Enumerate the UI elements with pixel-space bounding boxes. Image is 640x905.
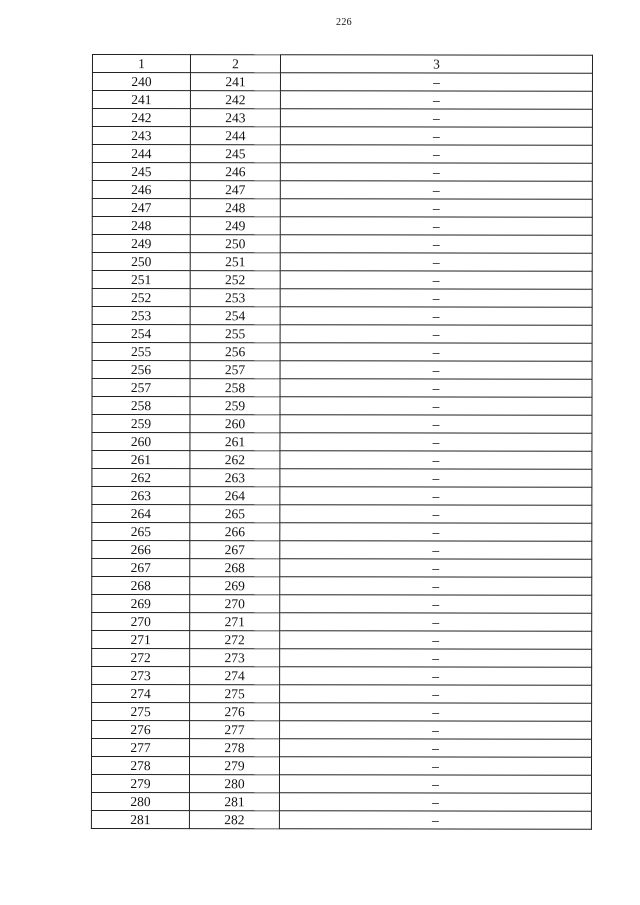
table-cell-col-1: 263 (92, 487, 190, 505)
table-cell-col-2: 272 (190, 631, 280, 649)
table-cell-col-2: 268 (190, 559, 280, 577)
table-cell-col-2: 252 (190, 271, 280, 289)
table-row (92, 271, 592, 290)
table-cell-col-2: 279 (189, 757, 279, 775)
table-cell-col-1: 253 (92, 307, 190, 325)
table-cell-col-2: 265 (190, 505, 280, 523)
table-cell-col-2: 246 (190, 163, 280, 181)
table-cell-col-3: – (280, 163, 592, 181)
table-cell-col-3: – (280, 343, 592, 361)
table-row (92, 361, 592, 380)
table-cell-col-3: – (280, 433, 592, 451)
table-row (92, 595, 592, 614)
table-row (92, 559, 592, 578)
table-cell-col-2: 271 (190, 613, 280, 631)
table-cell-col-1: 242 (92, 109, 190, 127)
table-cell-col-3: – (280, 649, 592, 667)
table-cell-col-3: – (280, 379, 592, 397)
table-cell-col-3: – (280, 469, 592, 487)
table-cell-col-1: 256 (92, 361, 190, 379)
table-cell-col-1: 248 (92, 217, 190, 235)
table-cell-col-1: 249 (92, 235, 190, 253)
table-cell-col-1: 260 (92, 433, 190, 451)
table-cell-col-1: 244 (92, 145, 190, 163)
table-header (92, 55, 592, 74)
table-cell-col-2: 250 (190, 235, 280, 253)
table-row (92, 667, 592, 686)
table-row (91, 775, 591, 794)
table-cell-col-3: – (280, 631, 592, 649)
table-cell-col-2: 258 (190, 379, 280, 397)
table-row (92, 703, 592, 722)
header-row (92, 55, 592, 74)
table-cell-col-2: 278 (190, 739, 280, 757)
table-cell-col-2: 266 (190, 523, 280, 541)
table-row (92, 307, 592, 326)
table-cell-col-3: – (280, 307, 592, 325)
table-cell-col-3: – (280, 253, 592, 271)
table-cell-col-1: 276 (92, 721, 190, 739)
table-row (92, 253, 592, 272)
table-cell-col-3: – (280, 181, 592, 199)
table-row (92, 109, 592, 128)
table-cell-col-2: 245 (190, 145, 280, 163)
table-row (92, 721, 592, 740)
table-cell-col-1: 275 (92, 703, 190, 721)
table-cell-col-1: 277 (92, 739, 190, 757)
table-cell-col-2: 244 (190, 127, 280, 145)
table-cell-col-2: 251 (190, 253, 280, 271)
table-cell-col-3: – (279, 757, 591, 775)
table-cell-col-1: 251 (92, 271, 190, 289)
table-row (92, 73, 592, 92)
table-cell-col-2: 280 (189, 775, 279, 793)
table-cell-col-1: 270 (92, 613, 190, 631)
table-cell-col-1: 281 (91, 810, 189, 828)
table-cell-col-3: – (280, 289, 592, 307)
table-cell-col-1: 262 (92, 469, 190, 487)
table-row (92, 181, 592, 200)
page-number: 226 (336, 17, 352, 28)
table-cell-col-3: – (280, 451, 592, 469)
table-row (92, 397, 592, 416)
table-cell-col-1: 273 (92, 667, 190, 685)
table-cell-col-2: 255 (190, 325, 280, 343)
table-row (92, 379, 592, 398)
table-cell-col-2: 275 (190, 685, 280, 703)
table-cell-col-2: 242 (190, 91, 280, 109)
table-cell-col-2: 257 (190, 361, 280, 379)
table-row (92, 469, 592, 488)
table-cell-col-1: 271 (92, 631, 190, 649)
table-row (92, 631, 592, 650)
table-cell-col-3: – (280, 487, 592, 505)
table-row (92, 739, 592, 758)
table-cell-col-3: – (280, 523, 592, 541)
table-row (92, 289, 592, 308)
table-row (92, 685, 592, 704)
table-cell-col-2: 273 (190, 649, 280, 667)
table-cell-col-3: – (280, 703, 592, 721)
table-cell-col-2: 254 (190, 307, 280, 325)
table-row (92, 649, 592, 668)
table-cell-col-1: 279 (91, 775, 189, 793)
table-cell-col-1: 268 (92, 577, 190, 595)
table-cell-col-3: – (280, 361, 592, 379)
table-cell-col-1: 257 (92, 379, 190, 397)
table-cell-col-2: 260 (190, 415, 280, 433)
table-row (92, 343, 592, 362)
table-cell-col-2: 249 (190, 217, 280, 235)
table-cell-col-1: 252 (92, 289, 190, 307)
table-row (92, 91, 592, 110)
table-cell-col-2: 277 (190, 721, 280, 739)
table-row (92, 433, 592, 452)
table-cell-col-2: 243 (190, 109, 280, 127)
table-cell-col-3: – (280, 685, 592, 703)
table-row (92, 217, 592, 236)
table-cell-col-2: 248 (190, 199, 280, 217)
table-cell-col-3: – (279, 811, 591, 829)
table-cell-col-3: – (280, 145, 592, 163)
table-row (91, 793, 591, 812)
table-row (92, 541, 592, 560)
table-cell-col-1: 272 (92, 649, 190, 667)
table-cell-col-2: 256 (190, 343, 280, 361)
table-cell-col-3: – (279, 793, 591, 811)
table-cell-col-1: 265 (92, 523, 190, 541)
table-cell-col-1: 250 (92, 253, 190, 271)
table-cell-col-3: – (280, 505, 592, 523)
table-cell-col-3: – (280, 577, 592, 595)
table-cell-col-3: – (280, 325, 592, 343)
table-row (92, 415, 592, 434)
table-row (92, 199, 592, 218)
table-cell-col-2: 264 (190, 487, 280, 505)
table-cell-col-3: – (280, 559, 592, 577)
table-cell-col-1: 266 (92, 541, 190, 559)
table-cell-col-1: 254 (92, 325, 190, 343)
table-cell-col-3: – (280, 397, 592, 415)
table-cell-col-2: 274 (190, 667, 280, 685)
table-cell-col-1: 241 (92, 91, 190, 109)
table-cell-col-1: 278 (91, 757, 189, 775)
table-cell-col-3: – (280, 235, 592, 253)
table-cell-col-1: 269 (92, 595, 190, 613)
table-cell-col-2: 270 (190, 595, 280, 613)
table-row (92, 577, 592, 596)
column-header-1: 1 (92, 55, 190, 73)
table-row (92, 523, 592, 542)
table-cell-col-1: 246 (92, 181, 190, 199)
table-body (91, 73, 592, 830)
table-row (92, 145, 592, 164)
data-table (91, 54, 593, 830)
table-row (92, 163, 592, 182)
table-cell-col-2: 259 (190, 397, 280, 415)
table-cell-col-3: – (280, 271, 592, 289)
table-cell-col-3: – (280, 109, 592, 127)
table-cell-col-3: – (280, 199, 592, 217)
table-cell-col-1: 245 (92, 163, 190, 181)
table-cell-col-2: 269 (190, 577, 280, 595)
table-row (92, 325, 592, 344)
table-cell-col-3: – (280, 595, 592, 613)
table-cell-col-2: 253 (190, 289, 280, 307)
table-cell-col-2: 281 (189, 793, 279, 811)
table-cell-col-1: 274 (92, 685, 190, 703)
table-row (92, 235, 592, 254)
table-cell-col-3: – (280, 73, 592, 91)
table-cell-col-3: – (280, 667, 592, 685)
column-header-3: 3 (280, 55, 592, 73)
table-cell-col-1: 243 (92, 127, 190, 145)
table-cell-col-3: – (280, 739, 592, 757)
table-cell-col-3: – (280, 415, 592, 433)
table-cell-col-3: – (280, 541, 592, 559)
table-cell-col-1: 280 (91, 793, 189, 811)
table-cell-col-1: 247 (92, 199, 190, 217)
table-cell-col-1: 255 (92, 343, 190, 361)
table-cell-col-2: 261 (190, 433, 280, 451)
table-cell-col-1: 259 (92, 415, 190, 433)
table-cell-col-2: 247 (190, 181, 280, 199)
table-row (92, 487, 592, 506)
table-cell-col-2: 262 (190, 451, 280, 469)
table-cell-col-2: 241 (190, 73, 280, 91)
table-row (92, 505, 592, 524)
table-cell-col-2: 263 (190, 469, 280, 487)
table-row (91, 757, 591, 776)
table-cell-col-1: 261 (92, 451, 190, 469)
table-cell-col-2: 267 (190, 541, 280, 559)
table-cell-col-3: – (280, 217, 592, 235)
table-cell-col-2: 282 (189, 811, 279, 829)
table-cell-col-1: 258 (92, 397, 190, 415)
table-cell-col-3: – (280, 613, 592, 631)
table-cell-col-3: – (279, 775, 591, 793)
table-cell-col-3: – (280, 91, 592, 109)
table-row (92, 613, 592, 632)
column-header-2: 2 (190, 55, 280, 73)
table-cell-col-2: 276 (190, 703, 280, 721)
table-row (92, 451, 592, 470)
table-row (92, 127, 592, 146)
table-cell-col-3: – (280, 721, 592, 739)
table-cell-col-1: 264 (92, 505, 190, 523)
table-row (91, 810, 591, 829)
table-cell-col-3: – (280, 127, 592, 145)
table-cell-col-1: 240 (92, 73, 190, 91)
table-cell-col-1: 267 (92, 559, 190, 577)
